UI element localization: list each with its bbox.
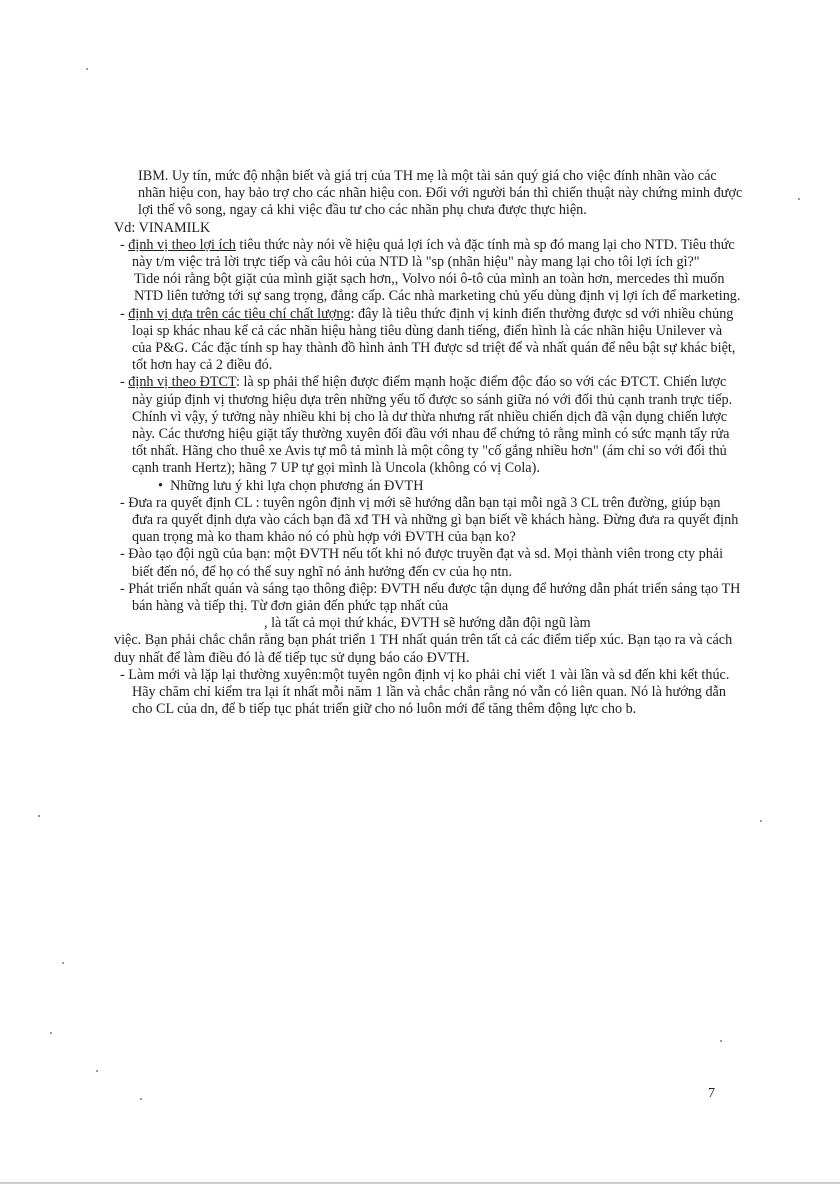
scan-speck (62, 962, 64, 964)
term-competitor: định vị theo ĐTCT (128, 374, 236, 391)
page-number: 7 (708, 1086, 715, 1101)
text-competitor: : là sp phải thể hiện được điểm mạnh hoặc điểm độc đáo so với các ĐTCT. Chiến lược này giúp định vị thương hiệu dựa trên những yếu tố được so sánh giữa nó với đối thủ cạnh tranh trực tiếp. Chính vì vậy, ý tưởng này nhiều khi bị cho là dư thừa nhưng rất nhiều chiến dịch đã vận dụng chiến lược này. Các thương hiệu giặt tẩy thường xuyên đối đầu với nhau để chứng tỏ rằng mình có sức mạnh tẩy rửa tốt nhất. Hãng cho thuê xe Avis tự mô tả mình là một công ty "cố gắng nhiều hơn" (ám chỉ so với đối thủ cạnh tranh Hertz); hãng 7 UP tự gọi mình là Uncola (không có vị Cola). (132, 374, 733, 477)
dash-marker: - (120, 236, 129, 253)
scan-speck (50, 1032, 52, 1034)
bullet-icon: • (158, 477, 171, 494)
dash-marker: - (120, 580, 129, 597)
item-renew-repeat (114, 667, 744, 719)
text-benefit: tiêu thức này nói về hiệu quả lợi ích và đặc tính mà sp đó mang lại cho NTD. Tiêu thức này t/m việc trả lời trực tiếp và câu hỏi của NTD là "sp (nhãn hiệu" này mang lại cho tôi lợi ích gì?" (132, 236, 735, 271)
example-vinamilk: Vd: VINAMILK (114, 219, 211, 236)
dash-marker: - (120, 305, 129, 322)
text-renew-repeat: Làm mới và lặp lại thường xuyên:một tuyên ngôn định vị ko phải chỉ viết 1 vài lần và sd đến khi kết thúc. Hãy chăm chỉ kiểm tra lại ít nhất mỗi năm 1 lần và chắc chắn rằng nó vẫn có liên quan. Nó là hướng dẫn cho CL của dn, để b tiếp tục phát triển giữ cho nó luôn mới để tăng thêm động lực cho b. (128, 666, 730, 718)
text-strategic-decision: Đưa ra quyết định CL : tuyên ngôn định vị mới sẽ hướng dẫn bạn tại mỗi ngã 3 CL trên đường, giúp bạn đưa ra quyết định dựa vào cách bạn đã xđ TH và những gì bạn biết về khách hàng. Đừng đưa ra quyết định quan trọng mà ko tham khảo nó có phù hợp với ĐVTH của bạn ko? (128, 494, 739, 546)
text-consistent-messaging: Phát triển nhất quán và sáng tạo thông điệp: ĐVTH nếu được tận dụng để hướng dẫn phát triển sáng tạo TH bán hàng và tiếp thị. Từ đơn giản đến phức tạp nhất của (128, 580, 741, 615)
dash-marker: - (120, 374, 129, 391)
item-strategic-decision (114, 495, 744, 547)
bullet-heading (114, 478, 744, 495)
scan-speck (760, 820, 762, 822)
dash-marker: - (120, 546, 129, 563)
scan-speck (96, 1070, 98, 1072)
dash-marker: - (120, 494, 129, 511)
item-team-training (114, 546, 744, 580)
term-quality: định vị dựa trên các tiêu chí chất lượng (128, 305, 351, 322)
text-team-training: Đào tạo đội ngũ của bạn: một ĐVTH nếu tốt khi nó được truyền đạt và sd. Mọi thành viên trong cty phải biết đến nó, để họ có thể suy nghĩ nó ảnh hưởng đến cv của họ ntn. (128, 546, 724, 580)
item-quality-positioning (114, 306, 744, 375)
paragraph-ibm: IBM. Uy tín, mức độ nhận biết và giá trị của TH mẹ là một tài sản quý giá cho việc đính nhãn vào các nhãn hiệu con, hay bảo trợ cho các nhãn hiệu con. Đối với người bán thì chiến thuật này chứng minh được lợi thế vô song, ngay cả khi việc đầu tư cho các nhãn phụ chưa được thực hiện. (138, 168, 743, 219)
item-consistent-messaging (114, 581, 744, 615)
item-benefit-positioning (114, 237, 744, 271)
body-text (114, 168, 744, 719)
scan-speck (798, 198, 800, 200)
term-benefit: định vị theo lợi ích (128, 236, 236, 253)
scan-edge (0, 1182, 840, 1184)
text-quality: : đây là tiêu thức định vị kinh điển thường được sd với nhiều chủng loại sp khác nhau kể cả các nhãn hiệu hàng tiêu dùng danh tiếng, điển hình là các nhãn hiệu Unilever và của P&G. Các đặc tính sp hay thành đồ hình ảnh TH được sd triệt để và nhất quán để nêu bật sự khác biệt, tốt hơn hay cả 2 điều đó. (132, 305, 736, 374)
scan-speck (38, 815, 40, 817)
dash-marker: - (120, 666, 129, 683)
bullet-heading-text: Những lưu ý khi lựa chọn phương án ĐVTH (170, 477, 424, 494)
item-competitor-positioning (114, 374, 744, 477)
scan-speck (140, 1098, 142, 1100)
paragraph-consistent-continued: việc. Bạn phải chắc chắn rằng bạn phát triển 1 TH nhất quán trên tất cả các điểm tiếp xúc. Bạn tạo ra và cách duy nhất để làm điều đó là để tiếp tục sử dụng báo cáo ĐVTH. (114, 632, 733, 666)
scan-speck (86, 68, 88, 70)
scan-speck (720, 1040, 722, 1042)
paragraph-tide: Tide nói rằng bột giặt của mình giặt sạch hơn,, Volvo nói ô-tô của mình an toàn hơn, mercedes thì muốn NTD liên tưởng tới sự sang trọng, đẳng cấp. Các nhà marketing chủ yếu dùng định vị lợi ích để marketing. (134, 271, 741, 305)
line-fragment: , là tất cả mọi thứ khác, ĐVTH sẽ hướng dẫn đội ngũ làm (264, 615, 591, 632)
